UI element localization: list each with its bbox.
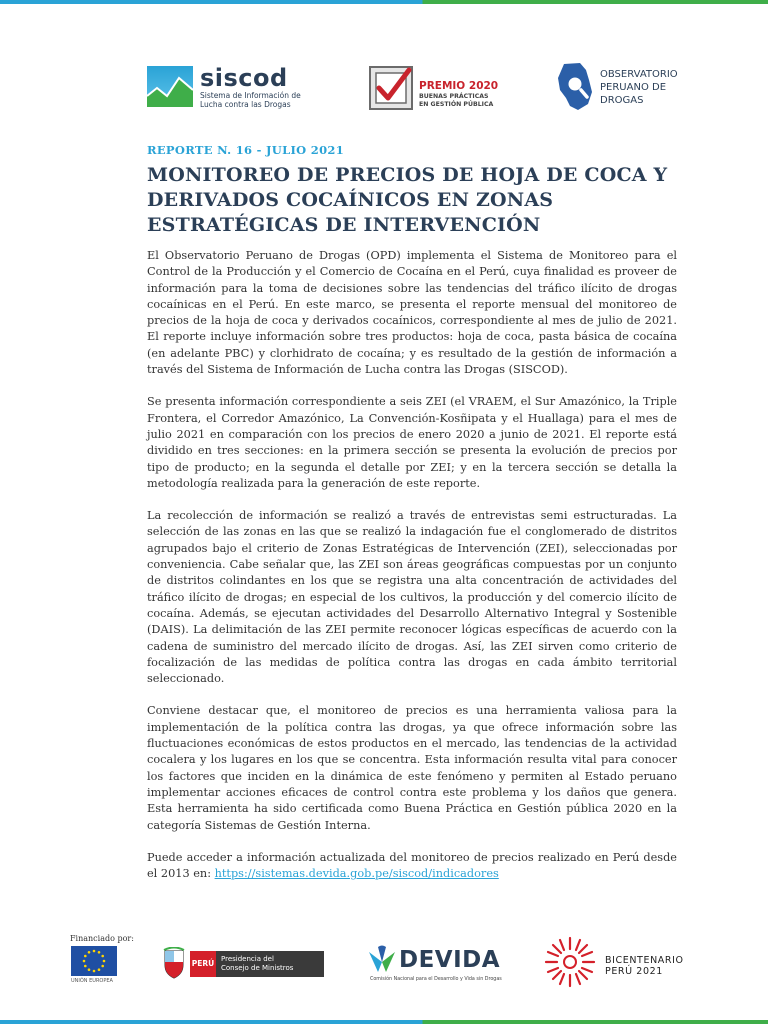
devida-logo bbox=[367, 944, 507, 988]
eu-label: UNIÓN EUROPEA bbox=[71, 978, 113, 984]
paragraph-intro: El Observatorio Peruano de Drogas (OPD) implementa el Sistema de Monitoreo para el Control de la Producción y el Comercio de Cocaína en el Perú, cuya finalidad es proveer de información para la toma de decisiones sobre las tendencias del tráfico ilícito de drogas cocaínicas en el Perú. En este marco, se presenta el reporte mensual del monitoreo de precios de la hoja de coca y derivados cocaínicos, correspondiente al mes de julio de 2021. El reporte incluye información sobre tres productos: hoja de coca, pasta básica de cocaína (en adelante PBC) y clorhidrato de cocaína; y es resultado de la gestión de información a través del Sistema de Información de Lucha contra las Drogas (SISCOD). bbox=[147, 249, 677, 377]
devida-leaf-icon bbox=[367, 944, 397, 974]
siscod-subtitle-line1: Sistema de Información de bbox=[200, 91, 301, 100]
report-number: REPORTE N. 16 - JULIO 2021 bbox=[147, 143, 344, 157]
report-title: MONITOREO DE PRECIOS DE HOJA DE COCA Y DERIVADOS COCAÍNICOS EN ZONAS ESTRATÉGICAS DE INTERVENCIÓN bbox=[147, 164, 668, 236]
bicentenario-line2: PERÚ 2021 bbox=[605, 966, 663, 977]
access-text: Puede acceder a información actualizada del monitoreo de precios realizado en Perú desde el 2013 en: bbox=[147, 850, 677, 881]
devida-subtitle: Comisión Nacional para el Desarrollo y Vida sin Drogas bbox=[370, 977, 502, 982]
opd-name bbox=[600, 68, 700, 107]
bottom-accent-bar bbox=[0, 1020, 768, 1024]
siscod-logo bbox=[147, 66, 307, 108]
financed-by-label: Financiado por: bbox=[70, 934, 134, 943]
pcm-name-line1: Presidencia del bbox=[221, 955, 274, 963]
siscod-subtitle bbox=[200, 91, 320, 109]
pcm-name bbox=[216, 951, 324, 977]
bicentenario-logo bbox=[543, 935, 693, 991]
opd-logo bbox=[556, 62, 686, 112]
premio-subtitle bbox=[419, 93, 519, 108]
paragraph-access bbox=[147, 850, 677, 883]
eu-flag-icon bbox=[71, 946, 117, 976]
pcm-logo bbox=[162, 947, 324, 979]
peru-coat-of-arms-icon bbox=[162, 947, 186, 979]
premio-title: PREMIO 2020 bbox=[419, 80, 499, 92]
siscod-name: siscod bbox=[200, 64, 288, 92]
opd-line2: PERUANO DE bbox=[600, 82, 667, 93]
indicators-link[interactable]: https://sistemas.devida.gob.pe/siscod/indicadores bbox=[214, 867, 499, 881]
paragraph-importance: Conviene destacar que, el monitoreo de precios es una herramienta valiosa para la implementación de la política contra las drogas, ya que ofrece información sobre las fluctuaciones económicas de estos productos en el mercado, las tendencias de la actividad cocalera y los lugares en los que se concentra. Esta información resulta vital para conocer los factores que inciden en la dinámica de este fenómeno y permiten al Estado peruano implementar acciones eficaces de control contra este problema y los daños que genera. Esta herramienta ha sido certificada como Buena Práctica en Gestión pública 2020 en la categoría Sistemas de Gestión Interna. bbox=[147, 704, 677, 832]
pcm-name-line2: Consejo de Ministros bbox=[221, 963, 294, 972]
pcm-peru-label: PERÚ bbox=[190, 951, 216, 977]
checkmark-seal-icon bbox=[369, 66, 413, 110]
top-accent-bar bbox=[0, 0, 768, 4]
premio-logo bbox=[369, 66, 519, 110]
devida-name: DEVIDA bbox=[399, 947, 501, 973]
siscod-subtitle-line2: Lucha contra las Drogas bbox=[200, 100, 291, 109]
paragraph-zei-scope: Se presenta información correspondiente a seis ZEI (el VRAEM, el Sur Amazónico, la Triple Frontera, el Corredor Amazónico, La Convención-Kosñipata y el Huallaga) para el mes de julio 2021 en comparación con los precios de enero 2020 a junio de 2021. El reporte está dividido en tres secciones: en la primera sección se presenta la evolución de precios por tipo de producto; en la segunda el detalle por ZEI; y en la tercera sección se detalla la metodología realizada para la generación de este reporte. bbox=[147, 395, 677, 490]
peru-map-magnifier-icon bbox=[556, 62, 594, 112]
premio-subtitle-line2: EN GESTIÓN PÚBLICA bbox=[419, 100, 494, 108]
opd-line3: DROGAS bbox=[600, 95, 644, 106]
footer-logos bbox=[0, 930, 768, 1020]
bicentenario-line1: BICENTENARIO bbox=[605, 955, 684, 966]
report-body bbox=[147, 248, 677, 898]
paragraph-methodology: La recolección de información se realizó a través de entrevistas semi estructuradas. La selección de las zonas en las que se realizó la indagación fue el conglomerado de distritos agrupados bajo el criterio de Zonas Estratégicas de Intervención (ZEI), seleccionadas por conveniencia. Cabe señalar que, las ZEI son áreas geográficas compuestas por un conjunto de distritos colindantes en los que se registra una alta concentración de actividades del tráfico ilícito de drogas; en especial de los cultivos, la producción y del comercio ilícito de cocaína. Además, se ejecutan actividades del Desarrollo Alternativo Integral y Sostenible (DAIS). La delimitación de las ZEI permite reconocer lógicas específicas de acuerdo con la cadena de suministro del mercado ilícito de drogas. Así, las ZEI sirven como criterio de focalización de las medidas de política contra las drogas en cada ámbito territorial seleccionado. bbox=[147, 509, 677, 686]
bicentenario-text bbox=[605, 955, 684, 977]
siscod-mountain-icon bbox=[147, 66, 193, 107]
premio-subtitle-line1: BUENAS PRÁCTICAS bbox=[419, 93, 489, 100]
opd-line1: OBSERVATORIO bbox=[600, 69, 678, 80]
bicentenario-sunburst-icon bbox=[543, 935, 597, 989]
